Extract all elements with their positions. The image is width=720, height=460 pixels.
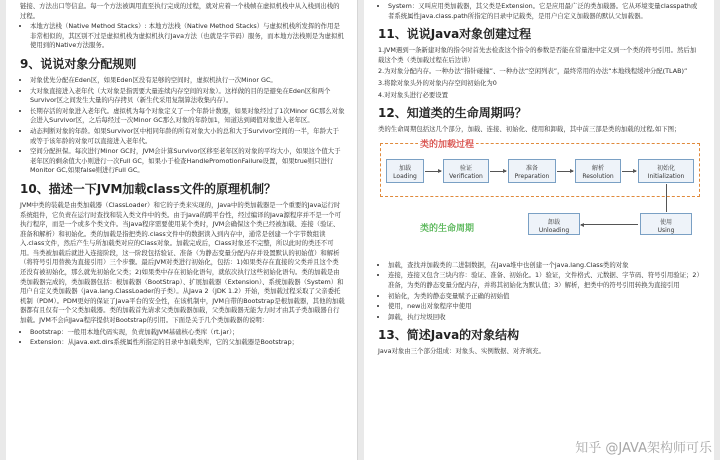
loading-process-label: 类的加载过程 <box>418 137 476 150</box>
allocation-rules-list <box>20 76 345 176</box>
stage-preparation: 准备 Preparation <box>508 159 556 183</box>
intro-line: 链接、方法出口等信息。每一个方法被调用直至执行完成的过程，就对应着一个栈帧在虚拟机栈中从入栈到出栈的过程。 <box>20 2 340 20</box>
loader-item: • Extension：从java.ext.dirs系统属性所指定的目录中加载类库，它的父加载器是Bootstrap； <box>30 338 345 348</box>
lifecycle-intro: 类的生命周期包括这几个部分，加载、连接、初始化、使用和卸载，其中前三部是类的加载的过程,如下图； <box>378 125 681 134</box>
stage-loading: 加载 Loading <box>386 159 424 183</box>
lifecycle-item: • 初始化，为类的静态变量赋予正确的初始值 <box>388 292 702 302</box>
intro-list <box>20 2 345 51</box>
section-10-body: JVM中类的装载是由类加载器（ClassLoader）和它的子类来实现的，Java中的类加载器是一个重要的Java运行时系统组件，它负责在运行时查找和装入类文件中的类。由于Java的跨平台性，经过编译的Java源程序并不是一个可执行程序，而是一个或多个类文件。当Java程序需要使用某个类时，JVM会确保这个类已经被加载、连接（验证、准备和解析）和初始化。类的加载是指把类的.class文件中的数据读入到内存中，通常是创建一个字节数组读入.class文件，然后产生与所加载类对应的Class对象。加载完成后，Class对象还不完整，所以此时的类还不可用。当类被加载后就进入连接阶段，这一阶段包括验证、准备（为静态变量分配内存并设置默认的初始值）和解析（将符号引用替换为直接引用）三个步骤。最后JVM对类进行初始化，包括：1)如果类存在直接的父类并且这个类还没有被初始化，那么就先初始化父类；2)如果类中存在初始化语句，就依次执行这些初始化语句。类的加载是由类加载器完成的，类加载器包括：根加载器（BootStrap）、扩展加载器（Extension）、系统加载器（System）和用户自定义类加载器（java.lang.ClassLoader的子类）。从Java 2（JDK 1.2）开始，类加载过程采取了父亲委托机制（PDM）。PDM更好的保证了Java平台的安全性，在该机制中，JVM自带的Bootstrap是根加载器，其他的加载器都有且仅有一个父类加载器。类的加载首先请求父类加载器加载，父类加载器无能为力时才由其子类加载器自行加载。JVM不会向Java程序提供对Bootstrap的引用。下面是关于几个类加载器的说明： <box>20 200 345 325</box>
loaders-list <box>20 328 345 348</box>
section-heading-13: 13、简述Java的对象结构 <box>378 328 520 343</box>
section-heading-11: 11、说说Java对象创建过程 <box>378 27 532 42</box>
lifecycle-item: • 使用，new出对象程序中使用 <box>388 302 702 312</box>
arrow-icon <box>490 171 506 172</box>
step: 4.对对象头进行必要设置 <box>378 90 449 99</box>
step: 2.为对象分配内存。一种办法“指针碰撞”、一种办法“空闲列表”，最终常用的办法“本地线程缓冲分配(TLAB)” <box>378 67 688 76</box>
stage-initialization: 初始化 Initialization <box>638 159 694 183</box>
arrow-icon <box>425 171 441 172</box>
lifecycle-item: • 连接，连接又包含三块内容：验证、准备、初始化。1）验证，文件格式、元数据、字节码、符号引用验证；2）准备，为类的静态变量分配内存，并将其初始化为默认值；3）解析，把类中的符号引用转换为直接引用 <box>388 271 702 290</box>
lifecycle-label: 类的生命周期 <box>420 223 475 234</box>
lifecycle-item: • 加载，查找并加载类的二进制数据，在Java堆中也创建一个java.lang.Class类的对象 <box>388 261 702 271</box>
arrow-icon <box>581 224 638 225</box>
stage-unloading: 卸载 Unloading <box>528 213 580 235</box>
rule-item: • 对象优先分配在Eden区，如果Eden区没有足够的空间时，虚拟机执行一次Minor GC。 <box>30 76 345 86</box>
stage-verification: 验证 Verification <box>443 159 489 183</box>
arrow-icon <box>557 171 573 172</box>
rule-item: • 大对象直接进入老年代（大对象是指需要大量连续内存空间的对象）。这样做的目的是避免在Eden区和两个Survivor区之间发生大量的内存拷贝（新生代采用复制算法收集内存）。 <box>30 87 345 106</box>
stage-using: 使用 Using <box>640 213 692 235</box>
section-heading-12: 12、知道类的生命周期吗？ <box>378 106 527 121</box>
lifecycle-item: • 卸载，执行垃圾回收 <box>388 313 702 323</box>
section-heading-10: 10、描述一下JVM加载class文件的原理机制？ <box>20 181 277 196</box>
system-loader-list <box>378 2 702 21</box>
zhihu-watermark: 知乎 @JAVA架构师可乐 <box>575 441 712 456</box>
lifecycle-list <box>378 261 702 323</box>
loader-item: • Bootstrap：一般用本地代码实现，负责加载JVM基础核心类库（rt.jar）； <box>30 328 345 338</box>
step: 1.JVM遇到一条新建对象的指令时首先去检查这个指令的参数是否能在常量池中定义到一个类的符号引用。然后加载这个类（类加载过程在后边讲） <box>378 46 697 64</box>
system-loader-item: • System：又叫应用类加载器，其父类是Extension。它是应用最广泛的类加载器。它从环境变量classpath或者系统属性java.class.path所指定的目录中记载类，是用户自定义加载器的默认父加载器。 <box>388 2 702 21</box>
rule-item: • 动态判断对象的年龄。如果Survivor区中相同年龄的所有对象大小的总和大于Survivor空间的一半，年龄大于或等于该年龄的对象可以直接进入老年代。 <box>30 127 345 146</box>
section-13-body: Java对象由三个部分组成：对象头、实例数据、对齐填充。 <box>378 347 545 356</box>
arrow-icon <box>666 184 667 212</box>
stage-resolution: 解析 Resolution <box>575 159 621 183</box>
intro-line: • 本地方法栈（Native Method Stacks）: 本地方法栈（Native Method Stacks）与虚拟机栈所发挥的作用是非常相似的，其区别不过是虚拟机栈为虚拟机执行Java方法（也就是字节码）服务，而本地方法栈则是为虚拟机使用到的Native方法服务。 <box>30 22 345 51</box>
right-page <box>364 0 714 460</box>
class-lifecycle-diagram <box>378 137 704 257</box>
step: 3.将除对象头外的对象内存空间初始化为0 <box>378 78 497 87</box>
left-page <box>6 0 358 460</box>
arrow-icon <box>622 171 636 172</box>
section-heading-9: 9、说说对象分配规则 <box>20 56 137 71</box>
rule-item: • 长期存活的对象进入老年代。虚拟机为每个对象定义了一个年龄计数器，如果对象经过了1次Minor GC那么对象会进入Survivor区，之后每经过一次Minor GC那么对象的年龄加1，知道达到阈值对象进入老年区。 <box>30 107 345 126</box>
rule-item: • 空间分配担保。每次进行Minor GC时，JVM会计算Survivor区移至老年区的对象的平均大小，如果这个值大于老年区的剩余值大小则进行一次Full GC，如果小于检查HandlePromotionFailure设置，如果true则只进行Monitor GC,如果false则进行Full GC。 <box>30 147 345 176</box>
